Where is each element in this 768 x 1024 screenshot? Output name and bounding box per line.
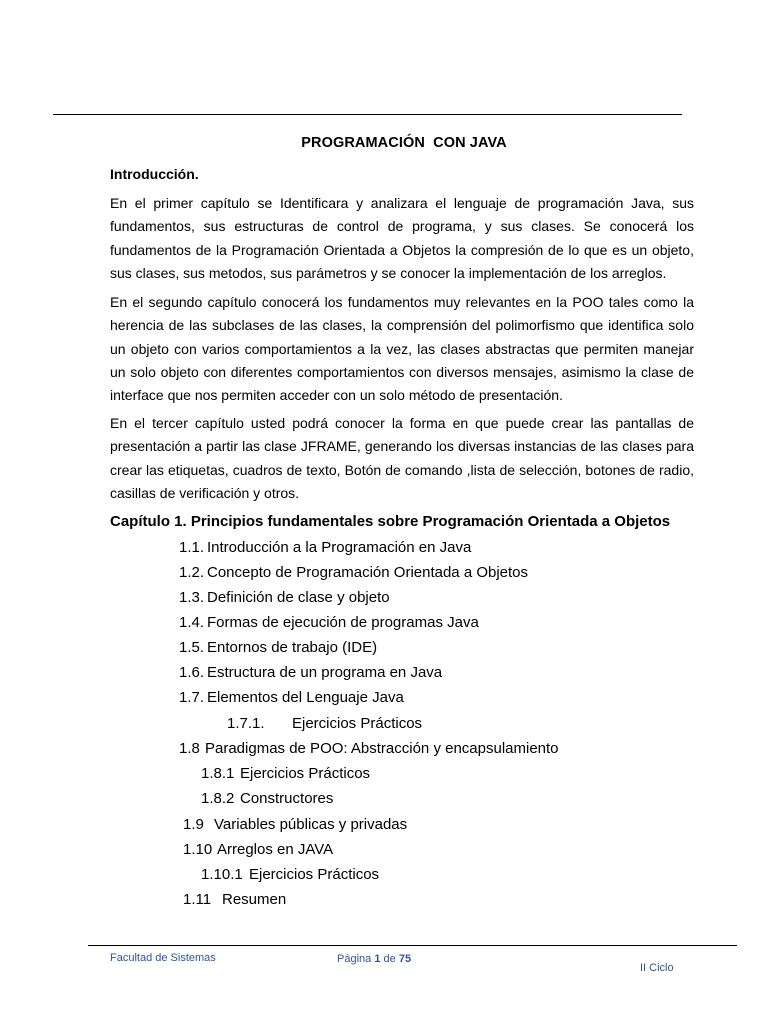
page-label: Página bbox=[337, 953, 372, 965]
paragraph-2: En el segundo capítulo conocerá los fundamentos muy relevantes en la POO tales como la herencia de las subclases de las clases, la comprensión del polimorfismo que identifica solo un objeto con varios comportamientos a la vez, las clases abstractas que permiten manejar un solo objeto con diferentes comportamientos con diversos mensajes, asimismo la clase de interface que nos permiten acceder con un solo método de presentación. bbox=[110, 294, 694, 404]
toc-text: Constructores bbox=[240, 790, 334, 807]
toc-text: Definición de clase y objeto bbox=[207, 589, 390, 606]
toc-text: Resumen bbox=[222, 891, 287, 908]
toc-item bbox=[183, 891, 286, 908]
paragraph-1: En el primer capítulo se Identificara y analizara el lenguaje de programación Java, sus fundamentos, sus estructuras de control de programa, y sus clases. Se conocerá los fundamentos de la Programación Orientada a Objetos la compresión de lo que es un objeto, sus clases, sus metodos, sus parámetros y se conocer la implementación de los arreglos. bbox=[110, 195, 694, 281]
toc-item bbox=[201, 866, 379, 883]
toc-text: Concepto de Programación Orientada a Objetos bbox=[207, 564, 529, 581]
footer-faculty: Facultad de Sistemas bbox=[110, 952, 216, 964]
toc-number: 1.1. bbox=[179, 539, 205, 556]
toc-item bbox=[201, 790, 333, 807]
header-rule bbox=[53, 114, 682, 115]
document-title: PROGRAMACIÓN CON JAVA bbox=[301, 135, 507, 151]
footer-cycle: II Ciclo bbox=[640, 962, 674, 974]
toc-text: Introducción a la Programación en Java bbox=[207, 539, 472, 556]
toc-number: 1.11 bbox=[183, 891, 212, 908]
toc-item bbox=[179, 664, 442, 681]
toc-item bbox=[201, 765, 370, 782]
toc-number: 1.8 bbox=[179, 740, 200, 757]
paragraph-3: En el tercer capítulo usted podrá conocer la forma en que puede crear las pantallas de presentación a partir las clase JFRAME, generando los diversas instancias de las clases para crear las etiquetas, cuadros de texto, Botón de comando ,lista de selección, botones de radio, casillas de verificación y otros. bbox=[110, 415, 694, 501]
toc-item bbox=[179, 639, 377, 656]
toc-item bbox=[227, 715, 422, 732]
toc-number: 1.2. bbox=[179, 564, 205, 581]
footer-page-number bbox=[337, 953, 411, 965]
toc-item bbox=[179, 539, 471, 556]
toc-number: 1.3. bbox=[179, 589, 205, 606]
toc-item bbox=[179, 689, 404, 706]
toc-text: Entornos de trabajo (IDE) bbox=[207, 639, 378, 656]
page-of: de bbox=[383, 953, 396, 965]
toc-text: Variables públicas y privadas bbox=[214, 816, 408, 833]
toc-number: 1.4. bbox=[179, 614, 205, 631]
toc-number: 1.6. bbox=[179, 664, 205, 681]
toc-item bbox=[179, 589, 390, 606]
page-total: 75 bbox=[398, 953, 412, 965]
toc-item bbox=[179, 614, 479, 631]
toc-item bbox=[183, 816, 407, 833]
toc-text: Paradigmas de POO: Abstracción y encapsulamiento bbox=[205, 740, 559, 757]
toc-item bbox=[179, 564, 528, 581]
toc-item bbox=[183, 841, 333, 858]
page-current: 1 bbox=[374, 953, 381, 965]
toc-text: Estructura de un programa en Java bbox=[207, 664, 443, 681]
footer-rule bbox=[88, 945, 737, 946]
intro-heading: Introducción. bbox=[110, 166, 199, 182]
toc-text: Ejercicios Prácticos bbox=[249, 866, 380, 883]
toc-number: 1.7. bbox=[179, 689, 205, 706]
toc-text: Arreglos en JAVA bbox=[217, 841, 334, 858]
toc-text: Ejercicios Prácticos bbox=[292, 715, 423, 732]
toc-text: Elementos del Lenguaje Java bbox=[207, 689, 404, 706]
toc-number: 1.5. bbox=[179, 639, 205, 656]
toc-item bbox=[179, 740, 559, 757]
toc-number: 1.8.1 bbox=[201, 765, 235, 782]
chapter-heading: Capítulo 1. Principios fundamentales sobre Programación Orientada a Objetos bbox=[110, 513, 671, 530]
toc-number: 1.10.1 bbox=[201, 866, 243, 883]
toc-text: Ejercicios Prácticos bbox=[240, 765, 371, 782]
toc-number: 1.9 bbox=[183, 816, 204, 833]
toc-number: 1.8.2 bbox=[201, 790, 235, 807]
toc-number: 1.7.1. bbox=[227, 715, 265, 732]
toc-number: 1.10 bbox=[183, 841, 213, 858]
toc-text: Formas de ejecución de programas Java bbox=[207, 614, 479, 631]
